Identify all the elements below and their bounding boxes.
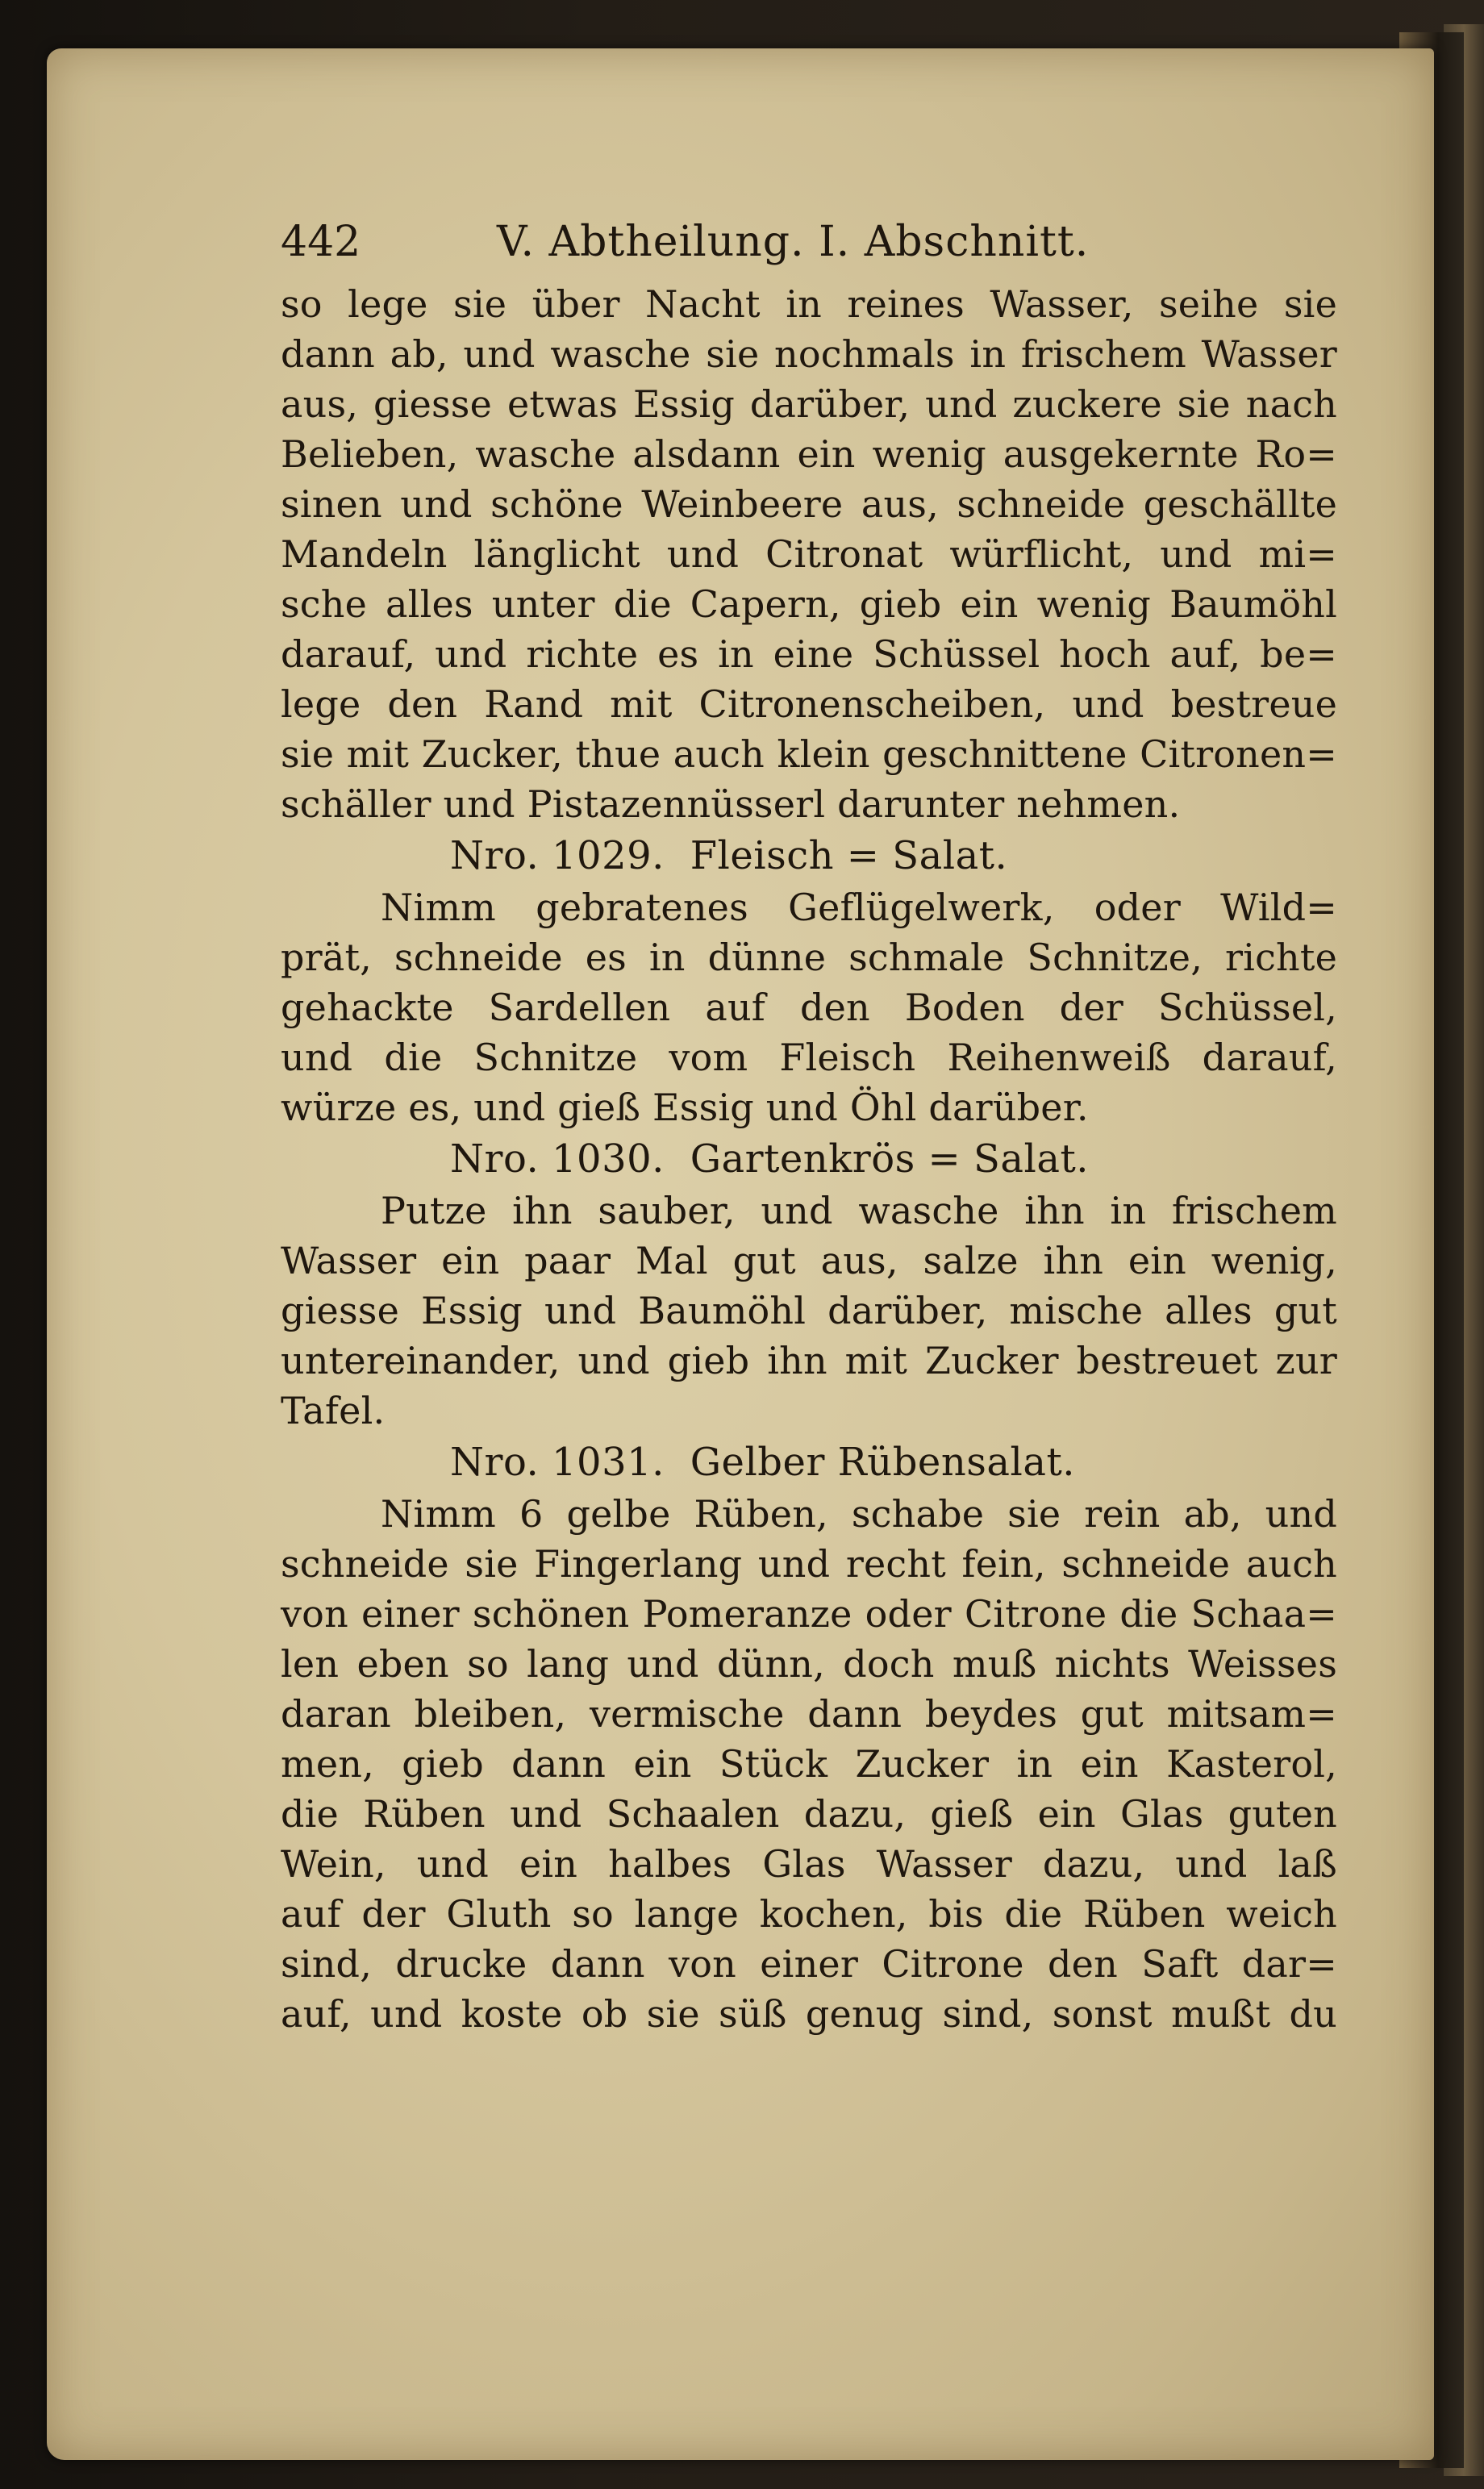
text-line: so lege sie über Nacht in reines Wasser, seihe sie: [281, 282, 1337, 326]
recipe-1031: [281, 1436, 1337, 2039]
recipe-title: Fleisch = Salat.: [690, 833, 1008, 878]
text-line: daran bleiben, vermische dann beydes gut mitsam=: [281, 1692, 1337, 1736]
running-head: V. Abtheilung. I. Abschnitt.: [497, 218, 1090, 266]
text-line: würze es, und gieß Essig und Öhl darüber.: [281, 1086, 1089, 1129]
text-line: Nimm 6 gelbe Rüben, schabe sie rein ab, und: [381, 1492, 1337, 1536]
recipe-number: Nro. 1029.: [450, 833, 665, 878]
text-line: sinen und schöne Weinbeere aus, schneide geschällte: [281, 482, 1337, 526]
recipe-heading: [281, 1436, 1337, 1489]
continuation-paragraph: [281, 279, 1337, 829]
recipe-title: Gartenkrös = Salat.: [690, 1136, 1090, 1182]
recipe-number: Nro. 1030.: [450, 1136, 665, 1182]
recipe-1030: [281, 1132, 1337, 1436]
recipe-1029: [281, 829, 1337, 1132]
text-line: Nimm gebratenes Geflügelwerk, oder Wild=: [381, 886, 1337, 929]
text-line: Belieben, wasche alsdann ein wenig ausgekernte Ro=: [281, 432, 1337, 476]
text-line: lege den Rand mit Citronenscheiben, und bestreue: [281, 682, 1337, 726]
text-line: dann ab, und wasche sie nochmals in frischem Wasser: [281, 332, 1337, 376]
text-line: sche alles unter die Capern, gieb ein wenig Baumöhl: [281, 582, 1337, 626]
text-line: und die Schnitze vom Fleisch Reihenweiß darauf,: [281, 1036, 1337, 1079]
text-line: von einer schönen Pomeranze oder Citrone die Schaa=: [281, 1592, 1337, 1636]
recipe-heading: [281, 829, 1337, 882]
text-line: schäller und Pistazennüsserl darunter nehmen.: [281, 782, 1181, 826]
text-line: Wasser ein paar Mal gut aus, salze ihn ein wenig,: [281, 1239, 1337, 1282]
text-line: len eben so lang und dünn, doch muß nichts Weisses: [281, 1642, 1337, 1686]
text-line: auf der Gluth so lange kochen, bis die Rüben weich: [281, 1892, 1337, 1936]
page-number: 442: [281, 218, 361, 266]
text-line: die Rüben und Schaalen dazu, gieß ein Glas guten: [281, 1792, 1337, 1836]
text-line: darauf, und richte es in eine Schüssel hoch auf, be=: [281, 632, 1337, 676]
text-line: untereinander, und gieb ihn mit Zucker bestreuet zur: [281, 1339, 1337, 1382]
recipe-heading: [281, 1132, 1337, 1186]
text-line: prät, schneide es in dünne schmale Schnitze, richte: [281, 936, 1337, 979]
recipe-title: Gelber Rübensalat.: [690, 1440, 1076, 1485]
text-line: sind, drucke dann von einer Citrone den Saft dar=: [281, 1942, 1337, 1986]
text-line: auf, und koste ob sie süß genug sind, sonst mußt du: [281, 1992, 1337, 2036]
text-line: Mandeln länglicht und Citronat würflicht, und mi=: [281, 532, 1337, 576]
text-line: Tafel.: [281, 1389, 386, 1432]
text-line: aus, giesse etwas Essig darüber, und zuckere sie nach: [281, 382, 1337, 426]
text-line: men, gieb dann ein Stück Zucker in ein Kasterol,: [281, 1742, 1337, 1786]
recipe-number: Nro. 1031.: [450, 1440, 665, 1485]
text-line: sie mit Zucker, thue auch klein geschnittene Citronen=: [281, 732, 1337, 776]
text-line: gehackte Sardellen auf den Boden der Schüssel,: [281, 986, 1337, 1029]
text-line: Putze ihn sauber, und wasche ihn in frischem: [381, 1189, 1337, 1232]
page-text: [281, 202, 1337, 2039]
text-line: schneide sie Fingerlang und recht fein, schneide auch: [281, 1542, 1337, 1586]
text-line: giesse Essig und Baumöhl darüber, mische alles gut: [281, 1289, 1337, 1332]
page-header: [281, 202, 1337, 279]
text-line: Wein, und ein halbes Glas Wasser dazu, und laß: [281, 1842, 1337, 1886]
